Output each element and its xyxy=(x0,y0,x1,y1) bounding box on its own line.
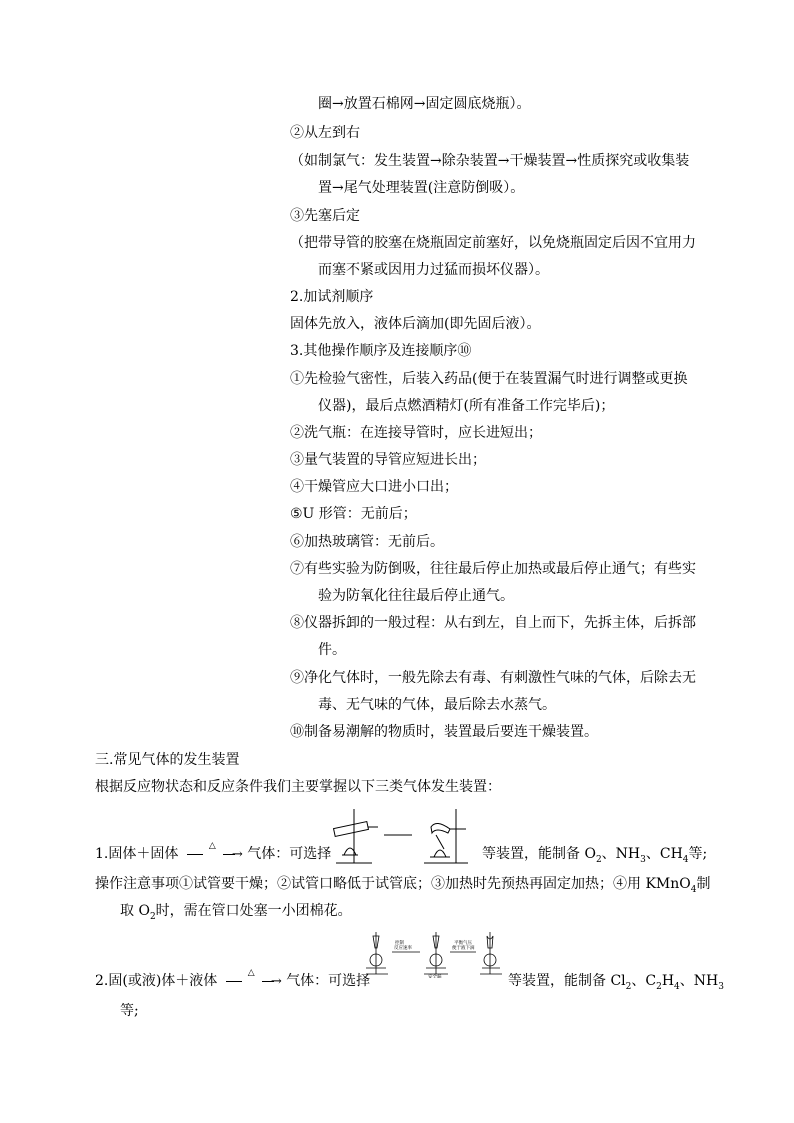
text-line: 3.其他操作顺序及连接顺序⑩ xyxy=(290,343,472,359)
text-line: 置→尾气处理装置(注意防倒吸）。 xyxy=(318,180,525,196)
text-line: 仪器)，最后点燃酒精灯(所有准备工作完毕后)； xyxy=(318,398,615,414)
fig-label-control: 控制 xyxy=(395,940,404,945)
text-line: 验为防氧化往往最后停止通气。 xyxy=(318,588,514,604)
text-line: 毒、无气味的气体，最后除去水蒸气。 xyxy=(318,697,556,713)
text-line: ②从左到右 xyxy=(290,125,360,141)
text-line: ⑤U 形管：无前后； xyxy=(290,506,417,522)
text-line: 固体先放入，液体后滴加(即先固后液）。 xyxy=(290,316,541,332)
text-line: ⑨净化气体时，一般先除去有毒、有刺激性气味的气体，后除去无 xyxy=(290,670,696,686)
heat-symbol: △ xyxy=(247,968,255,978)
fig-label-drip: 便于液下滴 xyxy=(452,945,475,950)
solid-liquid-heating-apparatus-figure xyxy=(362,930,506,978)
text-line: ⑩制备易潮解的物质时，装置最后要连干燥装置。 xyxy=(290,724,598,740)
item1-note-cont: 取 $O_2$时，需在管口处塞一小团棉花。 xyxy=(120,903,352,922)
text-line: （如制氯气：发生装置→除杂装置→干燥装置→性质探究或收集装 xyxy=(290,153,690,169)
heat-symbol: △ xyxy=(208,841,216,851)
item1-note: 操作注意事项①试管要干燥；②试管口略低于试管底；③加热时先预热再固定加热；④用 KMnO$_4$制 xyxy=(95,876,711,895)
item2-prefix: 2.固(或液)体＋液体 xyxy=(95,973,218,989)
text-line: ⑥加热玻璃管：无前后。 xyxy=(290,534,444,550)
text-line: ⑧仪器拆卸的一般过程：从右到左，自上而下，先拆主体，后拆部 xyxy=(290,615,696,631)
section-intro: 根据反应物状态和反应条件我们主要掌握以下三类气体发生装置： xyxy=(95,779,501,795)
text-line: ①先检验气密性，后装入药品(便于在装置漏气时进行调整或更换 xyxy=(290,371,688,387)
item1-suffix: 等装置，能制备 $O_2$、$NH_3$、$CH_4$等; xyxy=(482,846,708,865)
text-line: ③量气装置的导管应短进长出； xyxy=(290,452,486,468)
fig-label-rate: 反应速率 xyxy=(394,945,412,950)
text-line: 圈→放置石棉网→固定圆底烧瓶）。 xyxy=(318,96,531,112)
text-line: （把带导管的胶塞在烧瓶固定前塞好，以免烧瓶固定后因不宜用力 xyxy=(290,235,696,251)
text-line: 2.加试剂顺序 xyxy=(290,289,374,305)
apparatus-1 xyxy=(334,809,378,863)
heat-arrow-icon: △ → xyxy=(183,845,243,863)
item1-line xyxy=(95,841,332,863)
solid-heating-apparatus-figure xyxy=(326,805,476,867)
item2-wrap: 等; xyxy=(120,1003,139,1019)
text-line: ④干燥管应大口进小口出； xyxy=(290,479,458,495)
text-line: ③先塞后定 xyxy=(290,208,360,224)
fig-label-safety: 安全漏 xyxy=(428,974,442,978)
apparatus-2 xyxy=(424,809,468,863)
item2-line xyxy=(95,968,371,990)
item2-after-arrow: 气体：可选择 xyxy=(286,973,371,989)
text-line: 件。 xyxy=(318,642,346,658)
text-line: ⑦有些实验为防倒吸，往往最后停止加热或最后停止通气；有些实 xyxy=(290,561,696,577)
heat-arrow-icon: △ → xyxy=(222,972,282,990)
section-heading: 三.常见气体的发生装置 xyxy=(95,752,240,768)
item2-suffix: 等装置，能制备 $Cl_2$、$C_2H_4$、$NH_3$ xyxy=(508,973,724,992)
fig-label-balance: 平衡气压 xyxy=(454,940,472,945)
item1-after-arrow: 气体：可选择 xyxy=(247,846,332,862)
item1-prefix: 1.固体＋固体 xyxy=(95,846,179,862)
text-line: ②洗气瓶：在连接导管时，应长进短出； xyxy=(290,425,542,441)
text-line: 而塞不紧或因用力过猛而损坏仪器）。 xyxy=(318,262,549,278)
